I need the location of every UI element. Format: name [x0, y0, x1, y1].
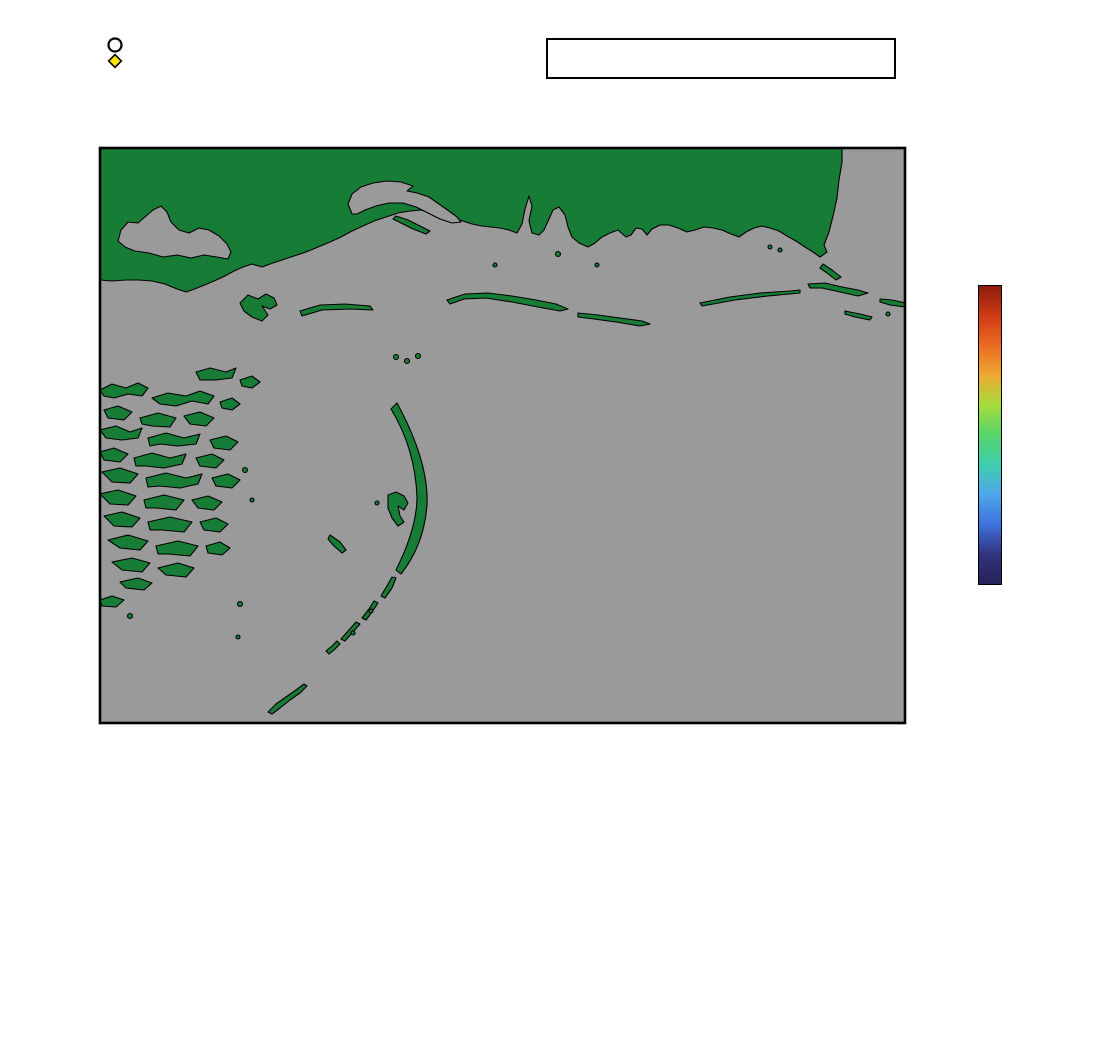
vector-scale-box — [546, 38, 896, 79]
usm-circle-icon — [107, 37, 124, 53]
marker-legend — [107, 37, 128, 69]
legend-row-ndbc — [107, 53, 128, 69]
map-canvas — [60, 108, 945, 763]
vector-scale-arrows — [548, 40, 894, 77]
speed-colorbar — [978, 285, 1002, 585]
marsh-cluster-3 — [100, 490, 230, 556]
ndbc-diamond-icon — [107, 53, 124, 69]
legend-row-usm — [107, 37, 128, 53]
